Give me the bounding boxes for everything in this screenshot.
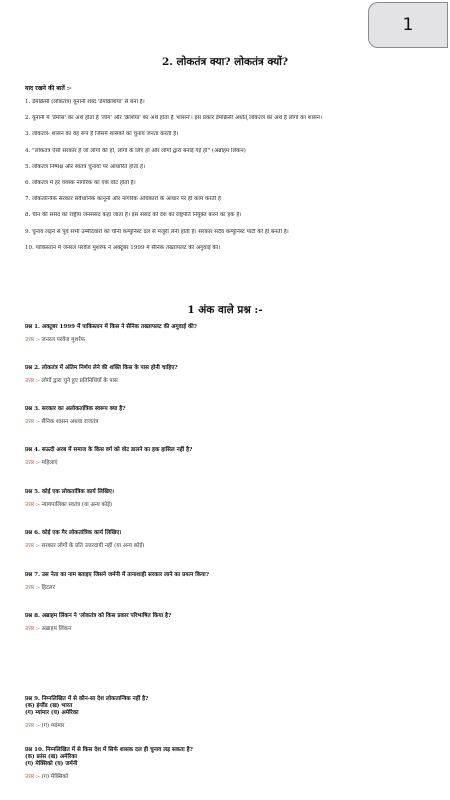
section-heading: 1 अंक वाले प्रश्न :- <box>187 304 263 316</box>
answer-text <box>25 543 440 550</box>
answer-label: उत्तर <box>25 419 35 425</box>
answer-value: :- हिटलर <box>36 585 55 591</box>
question-text: प्रश्न 4. सऊदी अरब में समाज के किस वर्ग को वोट डालने का हक हासिल नहीं है? <box>25 447 193 453</box>
answer-value: :- महिलाएं <box>36 460 58 466</box>
answer-value: :- (ग) मेक्सिको <box>36 774 69 780</box>
answer-value: :- (ग) म्यांमार <box>36 723 65 729</box>
key-points-heading: याद रखने की बातें :- <box>25 85 72 92</box>
question-block <box>25 406 440 426</box>
question-block <box>25 747 440 781</box>
answer-label: उत्तर <box>25 626 35 632</box>
answer-text <box>25 723 440 730</box>
key-point: 9. चुनाव लड़ने से पूर्व सभी उम्मीदवारों को चीनी कम्युनिस्ट दल से मंजूरी लेनी होती है। सरकार सदैव कम्युनिस्ट पार्टी की ही बनती है। <box>25 228 289 235</box>
question-text: प्रश्न 6. कोई एक गैर लोकतांत्रिक कार्य लिखिए। <box>25 530 122 536</box>
answer-text <box>25 419 440 426</box>
answer-text <box>25 585 440 592</box>
answer-text <box>25 337 440 344</box>
answer-value: :- जनरल परवेज मुशर्रफ <box>36 337 85 343</box>
answer-text <box>25 378 440 385</box>
key-point: 6. लोकतंत्र में हर वयस्क नागरिक का एक वोट होता है। <box>25 179 136 186</box>
key-point: 10. पाकिस्तान में जनरल परवेज मुशर्रफ ने अक्टूबर 1999 में सैनिक तख्तापलट की अगुवाई की। <box>25 244 221 251</box>
answer-text <box>25 626 440 633</box>
question-block <box>25 613 440 633</box>
answer-text <box>25 774 440 781</box>
question-text: प्रश्न 3. सरकार का अलोकतांत्रिक स्वरूप क्या है? <box>25 406 126 412</box>
question-text: प्रश्न 8. अब्राहम लिंकन ने 'लोकतंत्र को किस प्रकार परिभाषित किया है? <box>25 613 172 619</box>
answer-text <box>25 502 440 509</box>
answer-label: उत्तर <box>25 585 35 591</box>
question-option: (क) इंग्लैंड (ख) भारत <box>25 703 73 709</box>
question-text: प्रश्न 2. लोकतंत्र में अंतिम निर्णय लेने की शक्ति किस के पास होनी चाहिए? <box>25 365 178 371</box>
question-text: प्रश्न 1. अक्टूबर 1999 में पाकिस्तान में किस ने सैनिक तख्तापलट की अगुवाई की? <box>25 324 197 330</box>
key-point: 3. लोकतंत्र- शासन का वह रूप है जिसमें शासकों का चुनाव जनता करती है। <box>25 131 179 138</box>
answer-value: :- लोगों द्वारा चुने हुए प्रतिनिधियों के पास <box>36 378 118 384</box>
question-block <box>25 530 440 550</box>
answer-label: उत्तर <box>25 723 35 729</box>
chapter-title: 2. लोकतंत्र क्या? लोकतंत्र क्यों? <box>161 56 289 68</box>
key-point: 2. यूनानी में 'डेमोस' का अर्थ होता है 'लोग' और 'क्रेशिया' का अर्थ होता है 'शासन'। इस प्रकार डेमोक्रेसी अर्थात् लोकतंत्र का अर्थ है लोगों का शासन। <box>25 115 323 122</box>
answer-value: :- न्यायपालिका स्वतंत्र (या अन्य कोई) <box>36 502 113 508</box>
question-block <box>25 696 440 730</box>
question-block <box>25 489 440 509</box>
question-block <box>25 447 440 467</box>
key-point: 1. डेमोक्रेसी (लोकतंत्र) यूनानी शब्द 'डेमोक्रेशिया' से बना है। <box>25 99 145 105</box>
key-point: 7. लोकतान्त्रिक सरकार संवैधानिक कानूनों और नागरिक अधिकारों के आधार पर ही काम करती है <box>25 196 221 203</box>
answer-value: :- अब्राहम लिंकन <box>36 626 72 632</box>
page-number-badge: 1 <box>368 2 448 48</box>
answer-label: उत्तर <box>25 337 35 343</box>
question-text: प्रश्न 10. निम्नलिखित में से किस देश में सिर्फ शासक दल ही चुनाव लड़ सकता है? <box>25 747 193 753</box>
key-points-list <box>25 99 440 261</box>
question-text: प्रश्न 9. निम्नलिखित में से कौन-सा देश लोकतान्त्रिक नहीं है? <box>25 696 149 702</box>
answer-label: उत्तर <box>25 502 35 508</box>
question-option: (क) फ्रांस (ख) अमेरिका <box>25 754 77 760</box>
answer-value: :- सैनिक शासन अथवा राजतंत्र <box>36 419 99 425</box>
key-point: 4. "लोकतंत्र ऐसी सरकार है जो लोगों की हो, लोगों के लिए हो और लोगों द्वारा बनाई गई हो" (अब्राहम लिंकन) <box>25 147 246 154</box>
question-block <box>25 365 440 385</box>
answer-label: उत्तर <box>25 460 35 466</box>
key-point: 8. चीन की संसद को राष्ट्रीय जनसंसद कहा जाता है। इस संसद को देश का राष्ट्रपति नियुक्त करने का हक है। <box>25 212 242 219</box>
question-text: प्रश्न 7. उस नेता का नाम बताइए जिसने जर्मनी में तानाशाही सरकार लाने का प्रयत्न किया? <box>25 572 209 578</box>
answer-text <box>25 460 440 467</box>
question-text: प्रश्न 5. कोई एक लोकतांत्रिक कार्य लिखिए। <box>25 489 115 495</box>
question-block <box>25 572 440 592</box>
answer-label: उत्तर <box>25 543 35 549</box>
key-point: 5. लोकतंत्र निष्पक्ष और स्वतंत्र चुनावों पर आधारित होता है। <box>25 163 146 170</box>
answer-value: :- सरकार लोगों के प्रति उत्तरदायी नहीं (या अन्य कोई) <box>36 543 145 549</box>
answer-label: उत्तर <box>25 378 35 384</box>
question-block <box>25 324 440 344</box>
question-option: (ग) मेक्सिको (घ) जर्मनी <box>25 761 78 767</box>
question-option: (ग) म्यांमार (घ) अमेरिका <box>25 710 79 716</box>
answer-label: उत्तर <box>25 774 35 780</box>
